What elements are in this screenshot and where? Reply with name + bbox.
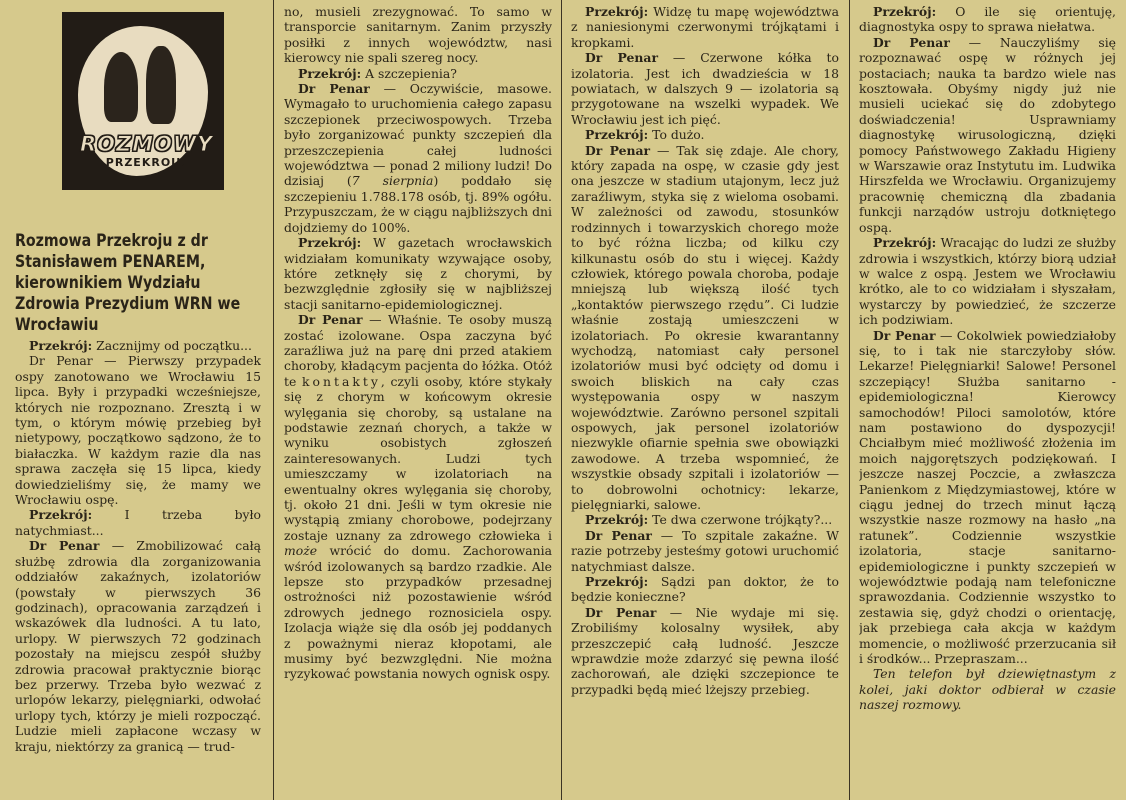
paragraph: Przekrój: Widzę tu mapę województwa z naniesionymi czerwonymi trójkątami i kropkami. [571,4,839,50]
column-1 [15,338,261,796]
paragraph: Dr Penar — Właśnie. Te osoby muszą zostać izolowane. Ospa zaczyna być zaraźliwa już na parę dni przed atakiem choroby, kładącym pacjenta do łóżka. Otóż te kontakty, czyli osoby, które stykały się z chorym w końcowym okresie wylęgania się choroby, są ustalane na podstawie zeznań chorych, a także w wyniku osobistych zgłoszeń zainteresowanych. Ludzi tych umieszczamy w izolatoriach na ewentualny okres wylęgania się choroby, tj. około 21 dni. Jeśli w tym okresie nie wystąpią zmiany chorobowe, podejrzany zostaje uznany za zdrowego człowieka i może wrócić do domu. Zachorowania wśród izolowanych są bardzo rzadkie. Ale lepsze sto przypadków przesadnej ostrożności niż pozostawienie wśród zdrowych jednego roznosiciela ospy. Izolacja wiąże się dla osób jej poddanych z poważnymi nieraz kłopotami, ale musimy być bezwzględni. Nie można ryzykować powstania nowych ognisk ospy. [284,312,552,682]
column-divider [561,0,562,800]
paragraph: Przekrój: Sądzi pan doktor, że to będzie konieczne? [571,574,839,605]
paragraph: Przekrój: Te dwa czerwone trójkąty?... [585,512,833,528]
paragraph: Dr Penar — Nie wydaje mi się. Zrobiliśmy kolosalny wysiłek, aby przeszczepić całą ludność. Jeszcze wprawdzie może zdarzyć się pewna ilość zachorowań, ale dzięki szczepionce te przypadki będą mieć lżejszy przebieg. [571,604,839,697]
paragraph: Przekrój: Wracając do ludzi ze służby zdrowia i wszystkich, którzy biorą udział w walce z ospą. Jestem we Wrocławiu krótko, ale to co widziałam i słyszałam, wystarczy by powiedzieć, że szczerze ich podziwiam. [859,235,1116,328]
logo-title: ROZMOWY [80,132,214,156]
logo-figure-left [104,52,138,122]
column-divider [849,0,850,800]
column-divider [273,0,274,800]
logo-figure-right [146,46,176,124]
paragraph: Przekrój: To dużo. [585,127,705,143]
rozmowy-przekroju-logo [62,12,224,190]
paragraph: Dr Penar — Oczywiście, masowe. Wymagało to uruchomienia całego zapasu szczepionek przeciwospowych. Trzeba było zorganizować punkty szczepień dla przeszczepienia całej ludności województwa — ponad 2 miliony ludzi! Do dzisiaj (7 sierpnia) poddało się szczepieniu 1.788.178 osób, tj. 89% ogółu. Przypuszczam, że w ciągu najbliższych dni dojdziemy do 100%. [284,81,552,235]
paragraph: Przekrój: O ile się orientuję, diagnostyka ospy to sprawa niełatwa. [859,4,1116,35]
paragraph: Dr Penar — Tak się zdaje. Ale chory, który zapada na ospę, w czasie gdy jest ona jeszcze w stadium utajonym, lecz już zaraźliwym, styka się z wieloma osobami. W zależności od zawodu, stosunków rodzinnych i towarzyskich chorego może to być różna liczba; od kilku czy kilkunastu osób do stu i więcej. Każdy człowiek, którego powala choroba, podaje mniejszą lub większą ilość tych „kontaktów pierwszego rzędu”. Ci ludzie właśnie zostają umieszczeni w izolatoriach. Po okresie kwarantanny wychodzą, natomiast cały personel izolatoriów musi być odcięty od domu i swoich bliskich na cały czas występowania ospy w naszym województwie. Zarówno personel szpitali ospowych, jak personel izolatoriów niezwykle ofiarnie spełnia swe obowiązki zawodowe. A trzeba wspomnieć, że wszystkie obsady szpitali i izolatoriów — to dobrowolni ochotnicy: lekarze, pielęgniarki, salowe. [571,142,839,512]
paragraph: Dr Penar — Zmobilizować całą służbę zdrowia dla zorganizowania oddziałów zakaźnych, izolatoriów (powstały w pierwszych 36 godzinach), opracowania zarządzeń i wskazówek dla ludności. A tu lato, urlopy. W pierwszych 72 godzinach pozostały na miejscu zespół służby zdrowia pracował praktycznie biorąc bez przerwy. Trzeba było wezwać z urlopów lekarzy, pielęgniarki, odwołać urlopy tych, którzy je mieli rozpocząć. Ludzie mieli zapłacone wczasy w kraju, niektórzy za granicą — trud- [15,538,261,754]
closing-note: Ten telefon był dziewiętnastym z kolei, jaki doktor odbierał w czasie naszej rozmowy. [859,666,1116,713]
paragraph: Dr Penar — Nauczyliśmy się rozpoznawać ospę w różnych jej postaciach; nauka ta bardzo wiele nas kosztowała. Obyśmy nigdy już nie musieli uciekać się do zdobytego doświadczenia! Usprawniamy diagnostykę wirusologiczną, dzięki pomocy Państwowego Zakładu Higieny w Warszawie oraz Instytutu im. Ludwika Hirszfelda we Wrocławiu. Organizujemy pracownię chemiczną dla zbadania funkcji narządów ustroju dotkniętego ospą. [859,34,1116,235]
paragraph: Dr Penar — Pierwszy przypadek ospy zanotowano we Wrocławiu 15 lipca. Były i przypadki wcześniejsze, których nie rozpoznano. Zresztą i w tym, o którym mówię przebieg był nietypowy, początkowo sądzono, że to białaczka. W każdym razie dla nas sprawa zaczęła się 15 lipca, kiedy dowiedzieliśmy się, że mamy we Wrocławiu ospę. [15,353,261,508]
column-3 [571,4,839,796]
paragraph: Przekrój: Zacznijmy od początku... [29,338,252,353]
column-4 [859,4,1116,796]
article-headline: Rozmowa Przekroju z dr Stanisławem PENAREM, kierownikiem Wydziału Zdrowia Prezydium WRN we Wrocławiu [15,231,241,334]
paragraph: Dr Penar — Cokolwiek powiedziałoby się, to i tak nie starczyłoby słów. Lekarze! Pielęgniarki! Salowe! Personel szczepiący! Służba sanitarno - epidemiologiczna! Kierowcy samochodów! Piloci samolotów, które nam postawiono do dyspozycji! Chciałbym mieć możliwość złożenia im moich najgorętszych podziękowań. I jeszcze naszej Poczcie, a zwłaszcza Panienkom z Międzymiastowej, które w ciągu jednej do trzech minut łączą wszystkie nasze rozmowy na hasło „na ratunek”. Codziennie wszystkie izolatoria, stacje sanitarno-epidemiologiczne i punkty szczepień w województwie podają nam telefoniczne sprawozdania. Codziennie wszystko to zestawia się, gdyż chodzi o orientację, jak przebiega cała akcja w każdym momencie, o możliwość przerzucania sił i środków... Przepraszam... [859,327,1116,667]
paragraph: Dr Penar — To szpitale zakaźne. W razie potrzeby jesteśmy gotowi uruchomić natychmiast dalsze. [571,527,839,574]
logo-subtitle: PRZEKROJU [105,156,187,169]
paragraph: Przekrój: A szczepienia? [298,65,457,81]
paragraph: no, musieli zrezygnować. To samo w transporcie sanitarnym. Zanim przyszły posiłki z innych województw, nasi kierowcy nie spali szereg nocy. [284,4,552,66]
paragraph: Przekrój: I trzeba było natychmiast... [15,507,261,538]
paragraph: Przekrój: W gazetach wrocławskich widziałam komunikaty wzywające osoby, które zetknęły się z chorymi, by bezwzględnie zgłosiły się w najbliższej stacji sanitarno-epidemiologicznej. [284,235,552,312]
column-2 [284,4,552,796]
paragraph: Dr Penar — Czerwone kółka to izolatoria. Jest ich dwadzieścia w 18 powiatach, w dalszych 9 — izolatoria są przygotowane na wszelki wypadek. We Wrocławiu jest ich pięć. [571,50,839,127]
